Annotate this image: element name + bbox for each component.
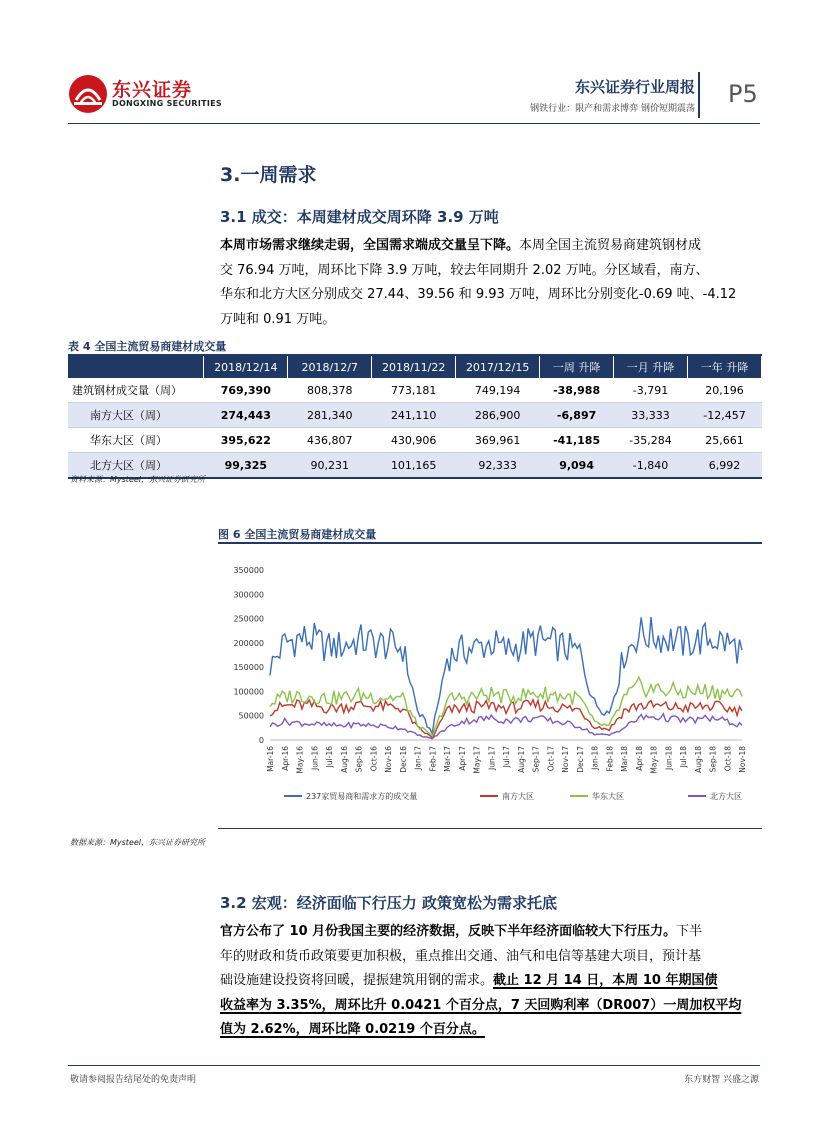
table-source: 资料来源：Mysteel，东兴证券研究所 bbox=[70, 475, 206, 484]
x-tick-label: Mar-17 bbox=[443, 746, 452, 772]
paragraph-macro: 官方公布了 10 月份我国主要的经济数据，反映下半年经济面临较大下行压力。下半 年的财政和货币政策要更加积极，重点推出交通、油气和电信等基建大项目，预计基 础设施建设投资将回暖，提振建筑用钢的需求。截止 12 月 14 日，本周 10 年期国债 收益率为 3.35%，周环比升 0.0421 个百分点，7 天回购利率（DR007）一周加权平均 值为 2.62%，周环比降 0.0219 个百分点。 bbox=[220, 924, 742, 1037]
y-tick-label: 0 bbox=[258, 736, 264, 745]
figure-bottom-rule bbox=[218, 828, 762, 829]
table-row: 北方大区（周） 99,325 90,231 101,165 92,333 9,094 -1,840 6,992 bbox=[68, 453, 762, 479]
chart-svg bbox=[218, 548, 762, 826]
figure-title: 图 6 全国主流贸易商建材成交量 bbox=[218, 528, 377, 541]
y-tick-label: 350000 bbox=[233, 566, 264, 575]
x-tick-label: Oct-18 bbox=[723, 746, 733, 772]
x-tick-label: Aug-16 bbox=[339, 746, 349, 773]
x-tick-label: Jan-17 bbox=[413, 746, 423, 770]
page-number: P5 bbox=[728, 80, 758, 108]
y-tick-label: 200000 bbox=[233, 638, 264, 648]
x-tick-label: Mar-16 bbox=[266, 746, 275, 772]
table-row: 建筑钢材成交量（周） 769,390 808,378 773,181 749,194 -38,988 -3,791 20,196 bbox=[68, 378, 762, 403]
x-tick-label: Sep-17 bbox=[531, 746, 541, 773]
x-tick-label: Jan-18 bbox=[590, 746, 600, 770]
x-tick-label: Jun-17 bbox=[487, 746, 497, 770]
x-tick-label: Apr-16 bbox=[280, 746, 290, 771]
x-tick-label: Nov-16 bbox=[384, 746, 393, 773]
footer-slogan: 东方财智 兴盛之源 bbox=[684, 1075, 759, 1085]
logo-en: DONGXING SECURITIES bbox=[112, 99, 222, 108]
x-tick-label: Sep-16 bbox=[354, 746, 364, 773]
figure-source: 数据来源：Mysteel，东兴证券研究所 bbox=[70, 838, 206, 847]
logo-mark-icon bbox=[68, 74, 108, 114]
table-title: 表 4 全国主流贸易商建材成交量 bbox=[68, 340, 227, 353]
x-tick-label: May-17 bbox=[472, 746, 482, 774]
x-tick-label: Apr-17 bbox=[457, 746, 467, 771]
x-tick-label: Mar-18 bbox=[620, 746, 629, 772]
series-line bbox=[270, 714, 742, 739]
x-tick-label: Aug-18 bbox=[693, 746, 703, 773]
table-header-row: 2018/12/14 2018/12/7 2018/11/22 2017/12/15 一周 升降 一月 升降 一年 升降 bbox=[68, 356, 762, 378]
legend-label: 北方大区 bbox=[710, 792, 742, 801]
footer-disclaimer: 敬请参阅报告结尾处的免责声明 bbox=[70, 1075, 197, 1085]
y-tick-label: 50000 bbox=[238, 711, 264, 721]
figure-top-rule bbox=[218, 542, 762, 544]
y-tick-label: 250000 bbox=[233, 614, 264, 624]
legend-label: 南方大区 bbox=[502, 792, 534, 801]
x-tick-label: Feb-18 bbox=[605, 746, 615, 772]
x-tick-label: Jun-18 bbox=[664, 746, 674, 770]
x-tick-label: Oct-16 bbox=[369, 746, 379, 772]
x-tick-label: Nov-18 bbox=[738, 746, 747, 773]
x-tick-label: Oct-17 bbox=[546, 746, 556, 772]
subsection-title-1: 3.1 成交：本周建材成交周环降 3.9 万吨 bbox=[220, 208, 499, 226]
x-tick-label: May-18 bbox=[649, 746, 659, 774]
x-tick-label: Aug-17 bbox=[516, 746, 526, 773]
x-tick-label: Apr-18 bbox=[634, 746, 644, 771]
x-tick-label: Jul-17 bbox=[502, 746, 511, 768]
logo-name: 东兴证券 bbox=[112, 79, 193, 101]
x-tick-label: Dec-16 bbox=[398, 746, 408, 773]
paragraph-demand: 本周市场需求继续走弱，全国需求端成交量呈下降。本周全国主流贸易商建筑钢材成 交 76.94 万吨，周环比下降 3.9 万吨，较去年同期升 2.02 万吨。分区域看，南方、 华东和北方大区分别成交 27.44、39.56 和 9.93 万吨，周环比分别变化-0.69 吨、-4.12 万吨和 0.91 万吨。 bbox=[220, 238, 737, 327]
subsection-title-2: 3.2 宏观：经济面临下行压力 政策宽松为需求托底 bbox=[220, 894, 558, 912]
x-tick-label: Jun-16 bbox=[310, 746, 320, 770]
y-tick-label: 300000 bbox=[233, 590, 264, 600]
x-tick-label: Jul-16 bbox=[325, 746, 334, 768]
table-row: 华东大区（周） 395,622 436,807 430,906 369,961 -41,185 -35,284 25,661 bbox=[68, 428, 762, 453]
report-subtitle: 钢铁行业：限产和需求博弈 钢价短期震荡 bbox=[530, 104, 695, 114]
legend-label: 237家贸易商和需求方的成交量 bbox=[306, 792, 418, 801]
volume-table bbox=[68, 356, 762, 479]
header-divider bbox=[698, 72, 700, 118]
report-title: 东兴证券行业周报 bbox=[574, 78, 695, 96]
lead-sentence: 本周市场需求继续走弱，全国需求端成交量呈下降。 bbox=[220, 238, 520, 253]
footer-rule bbox=[68, 1065, 760, 1066]
volume-chart bbox=[218, 548, 762, 826]
x-tick-label: May-16 bbox=[295, 746, 305, 774]
x-tick-label: Nov-17 bbox=[561, 746, 570, 773]
y-tick-label: 100000 bbox=[233, 687, 264, 697]
x-tick-label: Jul-18 bbox=[679, 746, 688, 768]
table-row: 南方大区（周） 274,443 281,340 241,110 286,900 -6,897 33,333 -12,457 bbox=[68, 403, 762, 428]
header-rule bbox=[68, 123, 760, 124]
x-tick-label: Dec-17 bbox=[575, 746, 585, 773]
y-tick-label: 150000 bbox=[233, 663, 264, 673]
series-line bbox=[270, 677, 742, 736]
section-title: 3.一周需求 bbox=[220, 164, 317, 186]
legend-label: 华东大区 bbox=[592, 792, 624, 801]
x-tick-label: Sep-18 bbox=[708, 746, 718, 773]
x-tick-label: Feb-17 bbox=[428, 746, 438, 772]
